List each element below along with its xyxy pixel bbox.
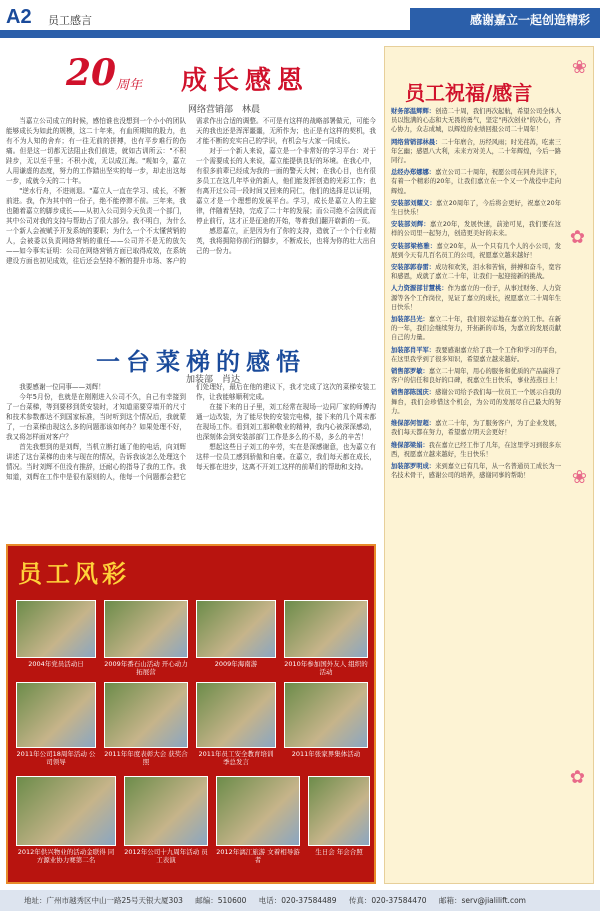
page-number: A2 [6,6,32,28]
article1-paragraph: 当嘉立公司成立的时候，感怕谁也没想到一个小小的团队能够成长为如此的规模，这二十年来，有血所期知的股力，也有不为人知的舍弃；有一往无前的拼搏，也有平步难行的伤痛。但是这一切都无法阻止我们前进，就如古训所云："不积跬步，无以至千里；不积小流，无以成江海。"观如今，嘉立人用谦虚的态度，努力的工作踏出坚实的每一步，却走出这每一步，成就今天的二十年。 [6,117,186,185]
blessing-item [391,367,561,385]
photo [284,682,368,748]
photo [196,682,276,748]
blessing-author: 维保部何智超： [391,420,436,428]
photo [16,682,96,748]
blessing-author: 加装部罗明成： [391,462,436,470]
photo [196,600,276,658]
photo-caption: 2012年公司十九周年活动 员工表演 [124,848,208,864]
article2-title-block [6,332,376,385]
photo-wall-title: 员工风彩 [18,560,130,588]
footer-address: 地址：广州市越秀区中山一路25号天银大厦303 [24,896,183,905]
photo [16,776,116,846]
blessing-author: 人力资源部甘慧桃： [391,285,448,293]
blessing-author: 安装部刘耀义： [391,199,436,207]
blessing-author: 加装部肖平军： [391,346,436,354]
blessing-item [391,419,561,437]
blessing-item [391,263,561,281]
flower-icon: ✿ [569,227,585,248]
article1-body [6,116,376,326]
blessing-item [391,138,561,166]
blessing-text: 感谢公司给予我们每一位员工一个展示自我的舞台，我们会珍惜这个机会，为公司的发展尽自己最大的努力。 [391,389,562,415]
blessing-author: 安装部郭春雷： [391,264,436,272]
blessing-item [391,220,561,238]
photo-caption: 2009年番石山活动 开心动力拓展营 [104,660,188,676]
photo [216,776,300,846]
photo-caption: 2004年党员活动日 [28,660,84,668]
blessing-text: 嘉立二十年，我们很幸运地在嘉立的工作。在新的一年，我们会继续努力，开拓新的市场，为嘉立的发展贡献自己的力量。 [391,316,562,342]
blessing-item [391,284,561,312]
blessings-panel [384,46,594,884]
blessing-item [391,168,561,196]
blessing-text: 我要感谢嘉立给了我一个工作和学习的平台，在这里我学到了很多知识，希望嘉立越来越好。 [391,346,562,363]
article1-author: 网络营销部 林晨 [188,105,261,115]
photo [308,776,370,846]
flower-icon: ❀ [571,467,587,488]
footer-email[interactable]: 邮箱：serv@jialilift.com [438,896,526,905]
photo-caption: 2011年员工安全教育培训 季总发言 [198,750,274,766]
blessing-text: 嘉立20周年了，今后将会更好，祝嘉立20年生日快乐！ [391,199,561,217]
flower-icon: ✿ [569,767,585,788]
photo-caption: 2011年公司18周年活动 公司领导 [16,750,96,766]
photo-wall [6,544,376,884]
article1-title-block [6,46,376,116]
footer-fax: 传真：020-37584470 [348,896,427,905]
article2-paragraph: 在接下来的日子里，刘工经常在现场一边同厂家的师傅沟通一边改装，为了能尽快的安装完电梯，接下来的几个周末都在现场工作。看到刘工那种敬业的精神，我内心被深深感动，也深刻体会到安装部部门工作是多么的不易，多么的辛苦！ [196,403,376,441]
blessing-author: 销售部陈国庆： [391,389,436,397]
header-band [0,30,600,38]
blessing-text: 成功和欢笑，泪水和苦恼，拼搏和奋斗，宽容和感恩，成就了嘉立二十年，让我们一起迎接新的挑战。 [391,264,562,281]
photo-caption: 2011年张家界集体活动 [291,750,361,758]
photo-caption: 2011年年度表彰大会 获奖合照 [104,750,188,766]
anniversary-logo: 20 [66,52,117,94]
photo [16,600,96,658]
blessing-text: 二十年磨合，历经风雨；时光荏苒，吃素三年乞幽；感恩八大利，未来方对美人，二十年辉煌，今后一路同行。 [391,138,562,165]
blessing-author: 销售部罗敏： [391,368,429,376]
blessing-item [391,346,561,364]
blessing-item [391,242,561,260]
article1-paragraph: 对于一个新人来说，嘉立是一个非常好的学习平台：对于一个需要成长的人来说，嘉立能提供良好的环境。在我心中，有很多前辈已经成为我的一面的警天大树；在我心目，也有很多员工在这几年毕业的新人，他们能发挥创造的光彩工作；也有离开过公司一段时间又回来的同仁，他们的选择足以证明，嘉立才是一个理想的发展平台。学习，成长是嘉立人的主旋律，伴随着坚持，完成了二十年的发展；而公司绝不会因此而停止前行，这才正是征途的开始，等着我们翻开崭新的一页。 [196,147,376,225]
blessing-text: 创造二十周，我们再次起航，希望公司全体人员以饱满的心态和大无畏的勇气，坚定"再次创业"的决心，齐心协力，众志成城，以辉煌的业绩回报公司二十周年！ [391,108,562,134]
anniversary-suffix: 周年 [116,78,143,93]
article2-paragraph: 我要感谢一位同事——刘辉！ [19,383,105,391]
footer-phone: 电话：020-37584489 [258,896,337,905]
blessing-text: 嘉立二十年，为了服务客户，为了企业发展，我们每天都在努力，希望嘉立明天会更好！ [391,420,562,437]
article2-title: 一台菜梯的感悟 [96,348,306,376]
footer-postcode: 邮编：510600 [195,896,247,905]
blessing-item [391,462,561,480]
photo-caption: 2012年供兴物业的活动金联得 同方源业协力赛第二名 [17,848,115,864]
article1-paragraph: 感恩嘉立，正是因为有了你的支持，造就了一个个行业精英，我将拥陪你前行的脚步，不断成长，也将为你的壮大出自己的一份力。 [196,227,376,255]
blessing-item [391,107,561,135]
article2-paragraph: 首先我想到的是刘辉，当机立断打通了他的电话，向刘辉讲述了这台菜梯的由来与现在的情况，告诉我该怎么处理这个情况。当时刘辉不但没有推辞，还耐心的指导了我的工作。我知道，刘辉在工作中是很有原则的人，他每一个问题都会把它们处理好，最后在他的建议下，我才完成了这次的菜梯安装工作，让我能够顺利完成。 [6,383,376,481]
blessings-list [391,107,561,483]
article1-title: 成长感恩 [181,66,310,96]
section-tag: 员工感言 [48,14,92,27]
blessing-text: 作为嘉立的一份子，从事过财务、人力资源等各个工作岗位，见证了嘉立的成长，祝愿嘉立二十周年生日快乐！ [391,285,562,311]
blessing-author: 财务部温辉辉： [391,108,436,115]
blessing-author: 总经办郑娜娜： [391,169,436,177]
photo-caption: 生日会 年会合照 [315,848,363,856]
blessings-title: 员工祝福/感言 [405,81,533,105]
blessing-item [391,441,561,459]
blessing-text: 嘉立二十周年，用心的服务和优质的产品赢得了客户的信任和良好的口碑，祝嘉立生日快乐，事业蒸蒸日上！ [391,368,562,385]
header-slogan: 感谢嘉立一起创造精彩 [410,8,600,30]
photo [104,682,188,748]
blessing-text: 嘉立20年，从一个只有几个人的小公司，发展到今天有几百名员工的公司，祝愿嘉立越来越好！ [391,242,562,259]
blessing-item [391,315,561,343]
blessing-author: 维保部梁娟： [391,441,429,449]
article2-paragraph: 今年5月份，也就是在刚刚进入公司不久，自己有幸接到了一台菜梯，等到要移到货安装时，才知道需要穿墙开的尺寸和技术参数都达不到国家标准，当时听到这个情况后，我就蒙了，一台菜梯由现这么多的问题那该如何办？如果处理不好，我又将怎样面对客户？ [6,393,186,441]
blessing-text: 来到嘉立已有几年，从一名普通员工成长为一名技术骨干，感谢公司的培养，感谢同事的帮助！ [391,462,562,480]
blessing-author: 网络营销部林晨： [391,138,442,146]
blessing-author: 安装部刘辉： [391,221,430,229]
blessing-text: 我在嘉立已经工作了几年，在这里学习到很多东西，祝愿嘉立越来越好，生日快乐！ [391,441,562,458]
blessing-text: 嘉立20年，发展快速，前途可见，我们要在这样的公司里一起努力，创造更美好的未来。 [391,221,562,238]
photo [284,600,368,658]
blessing-item [391,388,561,416]
flower-icon: ❀ [571,57,587,78]
blessing-item [391,199,561,217]
article2-paragraph: 想起这些日子刘工的辛劳，实在是深感谢意，也为嘉立有这样一位员工感到骄傲和自豪。在嘉立，我们每天都在成长，每天都在进步，这离不开刘工这样的前辈们的帮助和支持。 [196,443,376,471]
blessing-author: 安装部梁格雅： [391,242,437,250]
blessing-author: 加装部吕光： [391,316,429,324]
photo [104,600,188,658]
photo-caption: 2009年海南游 [214,660,258,668]
photo-caption: 2010年参加国外友人 组织的活动 [284,660,368,676]
photo [124,776,208,846]
article2-author: 加装部 肖达 [186,375,241,385]
article1-paragraph: "逆水行舟，不进则退。"嘉立人一直在学习、成长，不断前进。我，作为其中的一份子，绝不能停滞不前。三年来，我也随着嘉立的脚步成长——从初入公司到今天负责一个部门，其中公司对我的支持与帮助占了很大部分。我不明白，为什么一个新人会被赋予开发系统的要职；为什么一个不太懂营销的人，会被委以负责网络营销的重任——公司并不是无的放矢——如今事实证明：公司在网络营销方面已取得成效，在系统建设方面也初见成效，往后还会坚持不断的提升市场、客户的需求作出合适的调整。不可是有这样的战略部署做元，可能今天的我也还是浑浑噩噩，无所作为；也正是有这样的契机，我才能不断的充实自己的学识，有机会与大家一同成长。 [6,117,376,265]
left-column [6,46,376,572]
blessing-text: 嘉立公司二十周年，祝愿公司在同舟共济下，有着一个精彩的20年，让我们嘉立在一个又一个战役中走向辉煌。 [391,169,562,195]
photo-caption: 2012年漓江旅游 文着相导游者 [216,848,300,864]
page-footer [0,890,600,911]
page-header [0,0,600,40]
